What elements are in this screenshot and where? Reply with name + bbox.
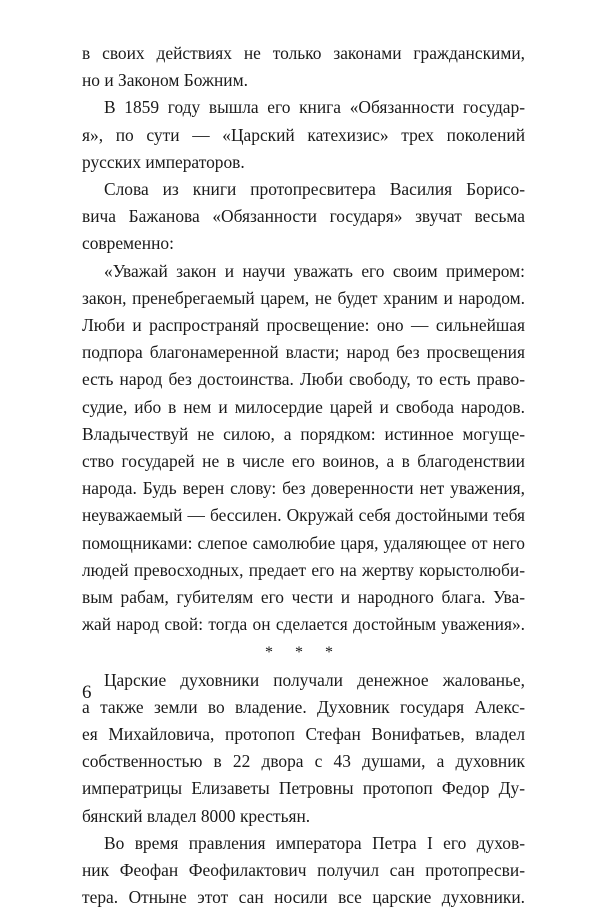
text-line: Во время правления императора Петра I его духов- (104, 832, 525, 853)
text-line: я», по сути — «Царский катехизис» трех поколений (82, 124, 525, 145)
text-line: ник Феофан Феофилактович получил сан протопресви- (82, 860, 525, 881)
quote-line: закон, пренебрегаемый царем, не будет храним и народом. (82, 287, 525, 308)
text-line: Слова из книги протопресвитера Василия Борисо- (104, 179, 525, 200)
text-line: но и Законом Божним. (82, 70, 248, 91)
quote-line: людей превосходных, предает его на жертву корыстолюби- (82, 559, 525, 580)
text-line: тера. Отныне этот сан носили все царские духовники. (82, 887, 525, 908)
text-line: собственностью в 22 двора с 43 душами, а духовник (82, 751, 525, 772)
quote-line: ство государей не в числе его воинов, а в благоденствии (82, 451, 525, 472)
text-line: бянский владел 8000 крестьян. (82, 805, 311, 826)
quote-line: народа. Будь верен слову: без доверенности нет уважения, (82, 478, 525, 499)
text-line: Царские духовники получали денежное жалованье, (104, 669, 525, 690)
text-line: ея Михайловича, протопоп Стефан Вонифатьев, владел (82, 724, 525, 745)
section-divider: * * * (265, 644, 342, 662)
quote-line: «Уважай закон и научи уважать его своим примером: (104, 260, 525, 281)
text-line: В 1859 году вышла его книга «Обязанности государ- (104, 97, 525, 118)
text-line: в своих действиях не только законами гражданскими, (82, 43, 525, 63)
text-line: императрицы Елизаветы Петровны протопоп Федор Ду- (82, 778, 525, 799)
quote-line: подпора благонамеренной власти; народ без просвещения (82, 342, 525, 363)
quote-line: неуважаемый — бессилен. Окружай себя достойными тебя (82, 505, 525, 526)
quote-line: вым рабам, губителям его чести и народного блага. Ува- (82, 587, 525, 608)
text-line: русских императоров. (82, 151, 245, 172)
quote-line: жай народ свой: тогда он сделается достойным уважения». (82, 614, 525, 635)
quote-line: помощниками: слепое самолюбие царя, удаляющее от него (82, 532, 525, 553)
quote-line: есть народ без достоинства. Люби свободу, то есть право- (82, 369, 525, 390)
text-line: вича Бажанова «Обязанности государя» звучат весьма (82, 206, 525, 227)
text-line: современно: (82, 233, 174, 254)
page-number: 6 (82, 682, 92, 703)
quote-line: Владычествуй не силою, а порядком: истинное могуще- (82, 423, 525, 444)
body-text (82, 40, 525, 912)
quote-line: судие, ибо в нем и милосердие царей и свобода народов. (82, 396, 525, 417)
text-line: а также земли во владение. Духовник государя Алекс- (82, 696, 525, 717)
quote-line: Люби и распространяй просвещение: оно — сильнейшая (82, 315, 525, 336)
